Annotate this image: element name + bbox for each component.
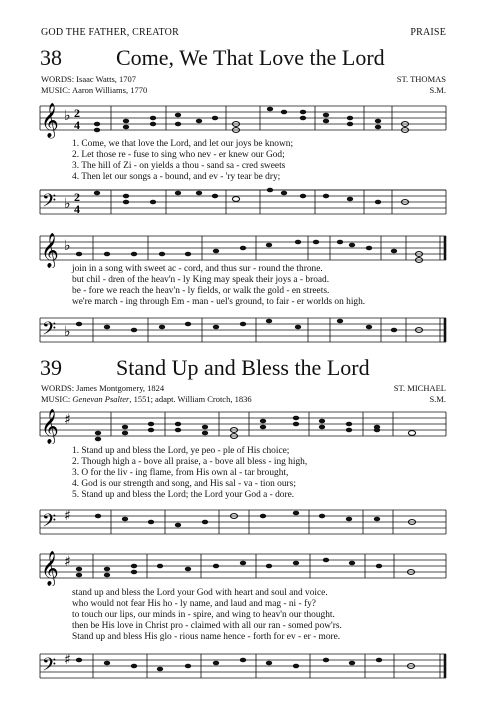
hymn-title: Come, We That Love the Lord (116, 45, 385, 70)
svg-text:4: 4 (74, 118, 80, 132)
svg-text:♯: ♯ (64, 412, 71, 428)
svg-text:𝄢: 𝄢 (42, 655, 57, 680)
bass-staff (0, 646, 480, 686)
words-credit: WORDS: Isaac Watts, 1707 MUSIC: Aaron Williams, 1770 (41, 74, 148, 95)
tune-info: ST. THOMAS S.M. (396, 74, 446, 95)
svg-text:♯: ♯ (64, 554, 71, 570)
tune-info: ST. MICHAEL S.M. (393, 383, 446, 404)
hymn-number: 39 (40, 355, 62, 380)
svg-text:♭: ♭ (64, 324, 71, 340)
svg-text:𝄞: 𝄞 (41, 409, 59, 444)
svg-text:𝄞: 𝄞 (41, 103, 59, 138)
treble-staff (0, 404, 480, 444)
svg-text:♭: ♭ (64, 196, 71, 212)
words-credit: WORDS: James Montgomery, 1824 MUSIC: Genevan Psalter, 1551; adapt. William Crotch, 1836 (41, 383, 252, 404)
svg-text:𝄢: 𝄢 (42, 319, 57, 344)
svg-text:2: 2 (74, 106, 80, 120)
hymn-number: 38 (40, 45, 62, 70)
treble-staff (0, 98, 480, 140)
bass-staff (0, 506, 480, 540)
svg-text:𝄢: 𝄢 (42, 191, 57, 216)
svg-text:♯: ♯ (64, 652, 71, 668)
svg-text:♭: ♭ (64, 108, 71, 124)
bass-staff (0, 186, 480, 220)
svg-text:♯: ♯ (64, 508, 71, 524)
svg-text:𝄞: 𝄞 (41, 551, 59, 586)
bass-staff (0, 314, 480, 348)
svg-text:4: 4 (74, 202, 80, 216)
running-head-category: PRAISE (410, 27, 446, 38)
svg-text:♭: ♭ (64, 238, 71, 254)
svg-text:2: 2 (74, 190, 80, 204)
hymn-title: Stand Up and Bless the Lord (116, 355, 370, 380)
svg-text:𝄢: 𝄢 (42, 511, 57, 536)
running-head-section: GOD THE FATHER, CREATOR (41, 27, 179, 38)
svg-text:𝄞: 𝄞 (41, 233, 59, 268)
treble-staff (0, 228, 480, 268)
treble-staff (0, 546, 480, 586)
